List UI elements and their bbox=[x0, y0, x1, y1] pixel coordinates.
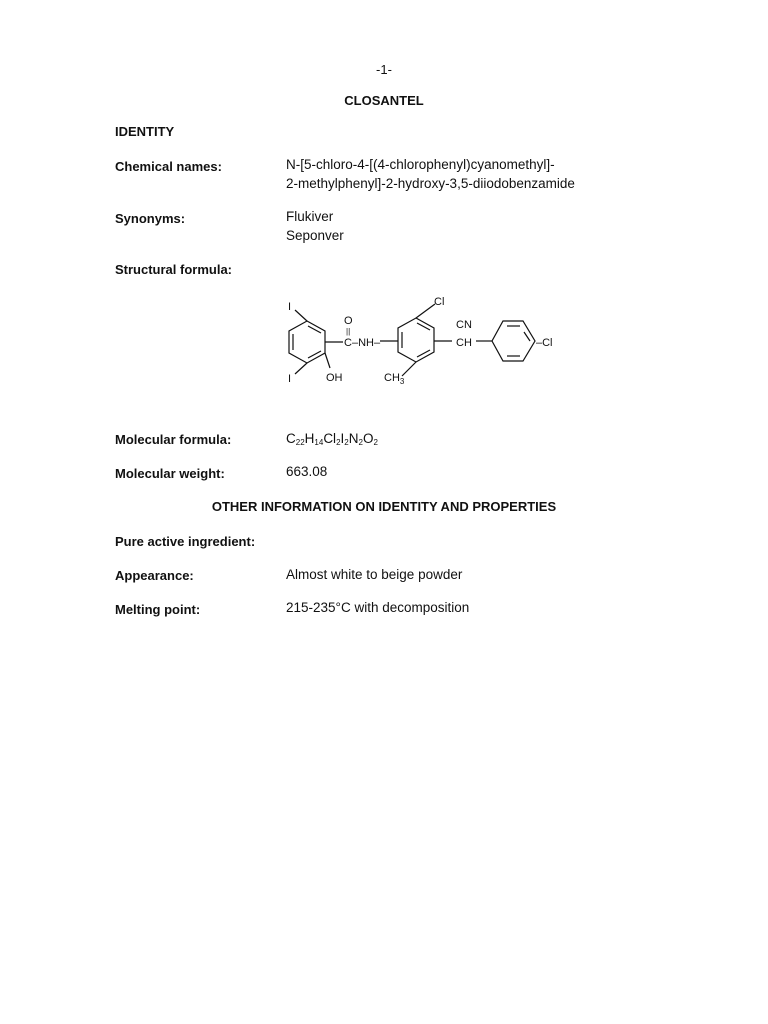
iodo-bottom-label: I bbox=[288, 373, 292, 385]
synonym-item: Seponver bbox=[286, 228, 344, 243]
document-title: CLOSANTEL bbox=[344, 93, 424, 108]
pure-active-ingredient-label: Pure active ingredient: bbox=[115, 534, 256, 549]
chemical-name-line-1: N-[5-chloro-4-[(4-chlorophenyl)cyanomethyl]- bbox=[286, 157, 555, 172]
benzene-ring-b bbox=[398, 318, 434, 362]
structural-formula-label: Structural formula: bbox=[115, 262, 233, 277]
carbonyl-label: C bbox=[344, 337, 352, 349]
synonyms-label: Synonyms: bbox=[115, 211, 186, 226]
chemical-name-line-2: 2-methylphenyl]-2-hydroxy-3,5-diiodobenzamide bbox=[286, 176, 575, 191]
cyano-label: CN bbox=[456, 319, 472, 331]
identity-heading: IDENTITY bbox=[115, 124, 175, 139]
methyl-label: $CH_3$ bbox=[384, 372, 405, 386]
hydroxyl-label: OH bbox=[326, 372, 343, 384]
page-number: -1- bbox=[376, 62, 392, 77]
chloro-top-label: Cl bbox=[434, 296, 445, 308]
double-bond-mark: || bbox=[346, 327, 351, 336]
synonym-item: Flukiver bbox=[286, 209, 334, 224]
chemical-names-label: Chemical names: bbox=[115, 159, 222, 174]
oxygen-label: O bbox=[344, 315, 353, 327]
appearance-label: Appearance: bbox=[115, 568, 194, 583]
synonyms-list bbox=[286, 207, 344, 245]
molecular-weight-value: 663.08 bbox=[286, 464, 328, 479]
iodo-top-label: I bbox=[288, 301, 292, 313]
amide-link-label: –NH– bbox=[352, 337, 381, 349]
methine-label: CH bbox=[456, 337, 472, 349]
chemical-names-value bbox=[286, 155, 575, 193]
appearance-value: Almost white to beige powder bbox=[286, 567, 463, 582]
molecular-formula-value: $C_{22}H_{14}Cl_2I_2N_2O_2$ bbox=[286, 431, 378, 447]
benzene-ring-c bbox=[492, 321, 535, 361]
other-information-heading: OTHER INFORMATION ON IDENTITY AND PROPERTIES bbox=[211, 499, 557, 514]
benzene-ring-a bbox=[289, 321, 325, 363]
structural-formula-diagram bbox=[280, 290, 580, 390]
molecular-formula-label: Molecular formula: bbox=[115, 432, 232, 447]
molecular-weight-label: Molecular weight: bbox=[115, 466, 225, 481]
melting-point-label: Melting point: bbox=[115, 602, 201, 617]
chloro-right-label: –Cl bbox=[536, 337, 553, 349]
melting-point-value: 215-235°C with decomposition bbox=[286, 600, 470, 615]
